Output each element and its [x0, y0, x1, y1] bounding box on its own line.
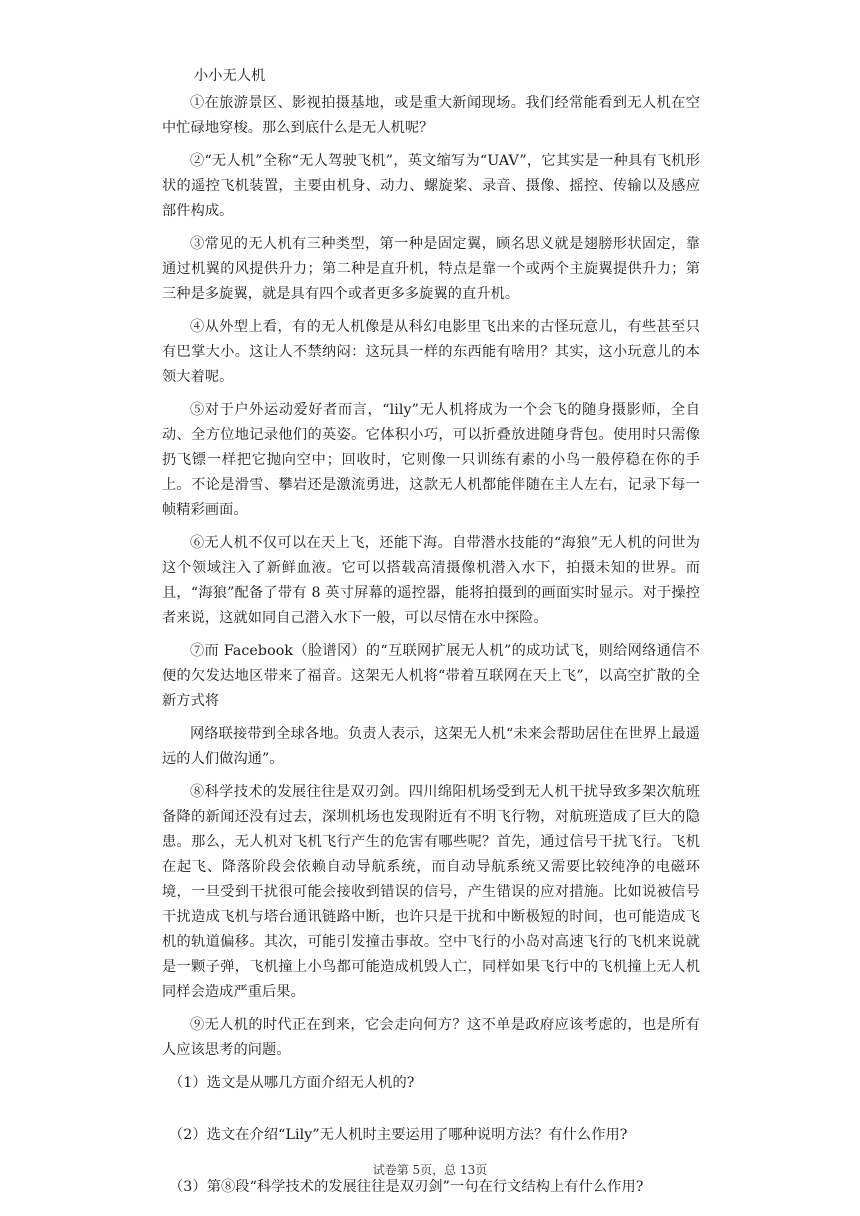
question-1: （1）选文是从哪几方面介绍无人机的?	[169, 1075, 415, 1091]
page-footer: 试卷第 5页，总 13页	[372, 1163, 488, 1177]
paragraph-4: ④从外型上看，有的无人机像是从科幻电影里飞出来的古怪玩意儿，有些甚至只有巴掌大小。这让人不禁纳闷：这玩具一样的东西能有啥用？其实，这小玩意儿的本领大着呢。	[162, 319, 700, 385]
paragraph-1: ①在旅游景区、影视拍摄基地，或是重大新闻现场。我们经常能看到无人机在空中忙碌地穿梭。那么到底什么是无人机呢？	[162, 95, 700, 136]
article-title: 小小无人机	[194, 68, 266, 84]
paragraph-5: ⑤对于户外运动爱好者而言，“lily”无人机将成为一个会飞的随身摄影师，全自动、全方位地记录他们的英姿。它体积小巧，可以折叠放进随身背包。使用时只需像扔飞镖一样把它抛向空中；回收时，它则像一只训练有素的小鸟一般停稳在你的手上。不论是滑雪、攀岩还是激流勇进，这款无人机都能伴随在主人左右，记录下每一帧精彩画面。	[162, 402, 700, 518]
question-3: （3）第⑧段“科学技术的发展往往是双刃剑”一句在行文结构上有什么作用?	[169, 1179, 644, 1195]
paragraph-7: ⑦而 Facebook（脸谱冈）的“互联网扩展无人机”的成功试飞，则给网络通信不便的欠发达地区带来了福音。这架无人机将“带着互联网在天上飞”，以高空扩散的全新方式将	[162, 643, 700, 709]
paragraph-8: ⑧科学技术的发展往往是双刃剑。四川绵阳机场受到无人机干扰导致多架次航班备降的新闻还没有过去，深圳机场也发现附近有不明飞行物，对航班造成了巨大的隐患。那么，无人机对飞机飞行产生的危害有哪些呢？首先，通过信号干扰飞行。飞机在起飞、降落阶段会依赖自动导航系统，而自动导航系统又需要比较纯净的电磁环境，一旦受到干扰很可能会接收到错误的信号，产生错误的应对措施。比如说被信号干扰造成飞机与塔台通讯链路中断，也许只是干扰和中断极短的时间，也可能造成飞机的轨道偏移。其次，可能引发撞击事故。空中飞行的小岛对高速飞行的飞机来说就是一颗子弹，飞机撞上小鸟都可能造成机毁人亡，同样如果飞行中的飞机撞上无人机同样会造成严重后果。	[162, 784, 700, 1000]
paragraph-7-continued: 网络联接带到全球各地。负责人表示，这架无人机“未来会帮助居住在世界上最遥远的人们做沟通”。	[162, 726, 700, 767]
paragraph-9: ⑨无人机的时代正在到来，它会走向何方？这不单是政府应该考虑的，也是所有人应该思考的问题。	[162, 1017, 700, 1058]
article	[162, 64, 700, 1200]
question-list	[162, 1071, 700, 1200]
question-2: （2）选文在介绍“Lily”无人机时主要运用了哪种说明方法？有什么作用?	[169, 1127, 628, 1143]
paragraph-3: ③常见的无人机有三种类型，第一种是固定翼，顾名思义就是翅膀形状固定，靠通过机翼的风提供升力；第二种是直升机，特点是靠一个或两个主旋翼提供升力；第三种是多旋翼，就是具有四个或者更多多旋翼的直升机。	[162, 236, 700, 302]
paragraph-2: ②“无人机”全称“无人驾驶飞机”，英文缩写为“UAV”，它其实是一种具有飞机形状的遥控飞机装置，主要由机身、动力、螺旋桨、录音、摄像、摇控、传输以及感应部件构成。	[162, 153, 700, 219]
paragraph-6: ⑥无人机不仅可以在天上飞，还能下海。自带潜水技能的“海狼”无人机的问世为这个领域注入了新鲜血液。它可以搭载高清摄像机潜入水下，拍摄未知的世界。而且，“海狼”配备了带有 8 英寸屏幕的遥控器，能将拍摄到的画面实时显示。对于操控者来说，这就如同自己潜入水下一般，可以尽情在水中探险。	[162, 535, 700, 626]
